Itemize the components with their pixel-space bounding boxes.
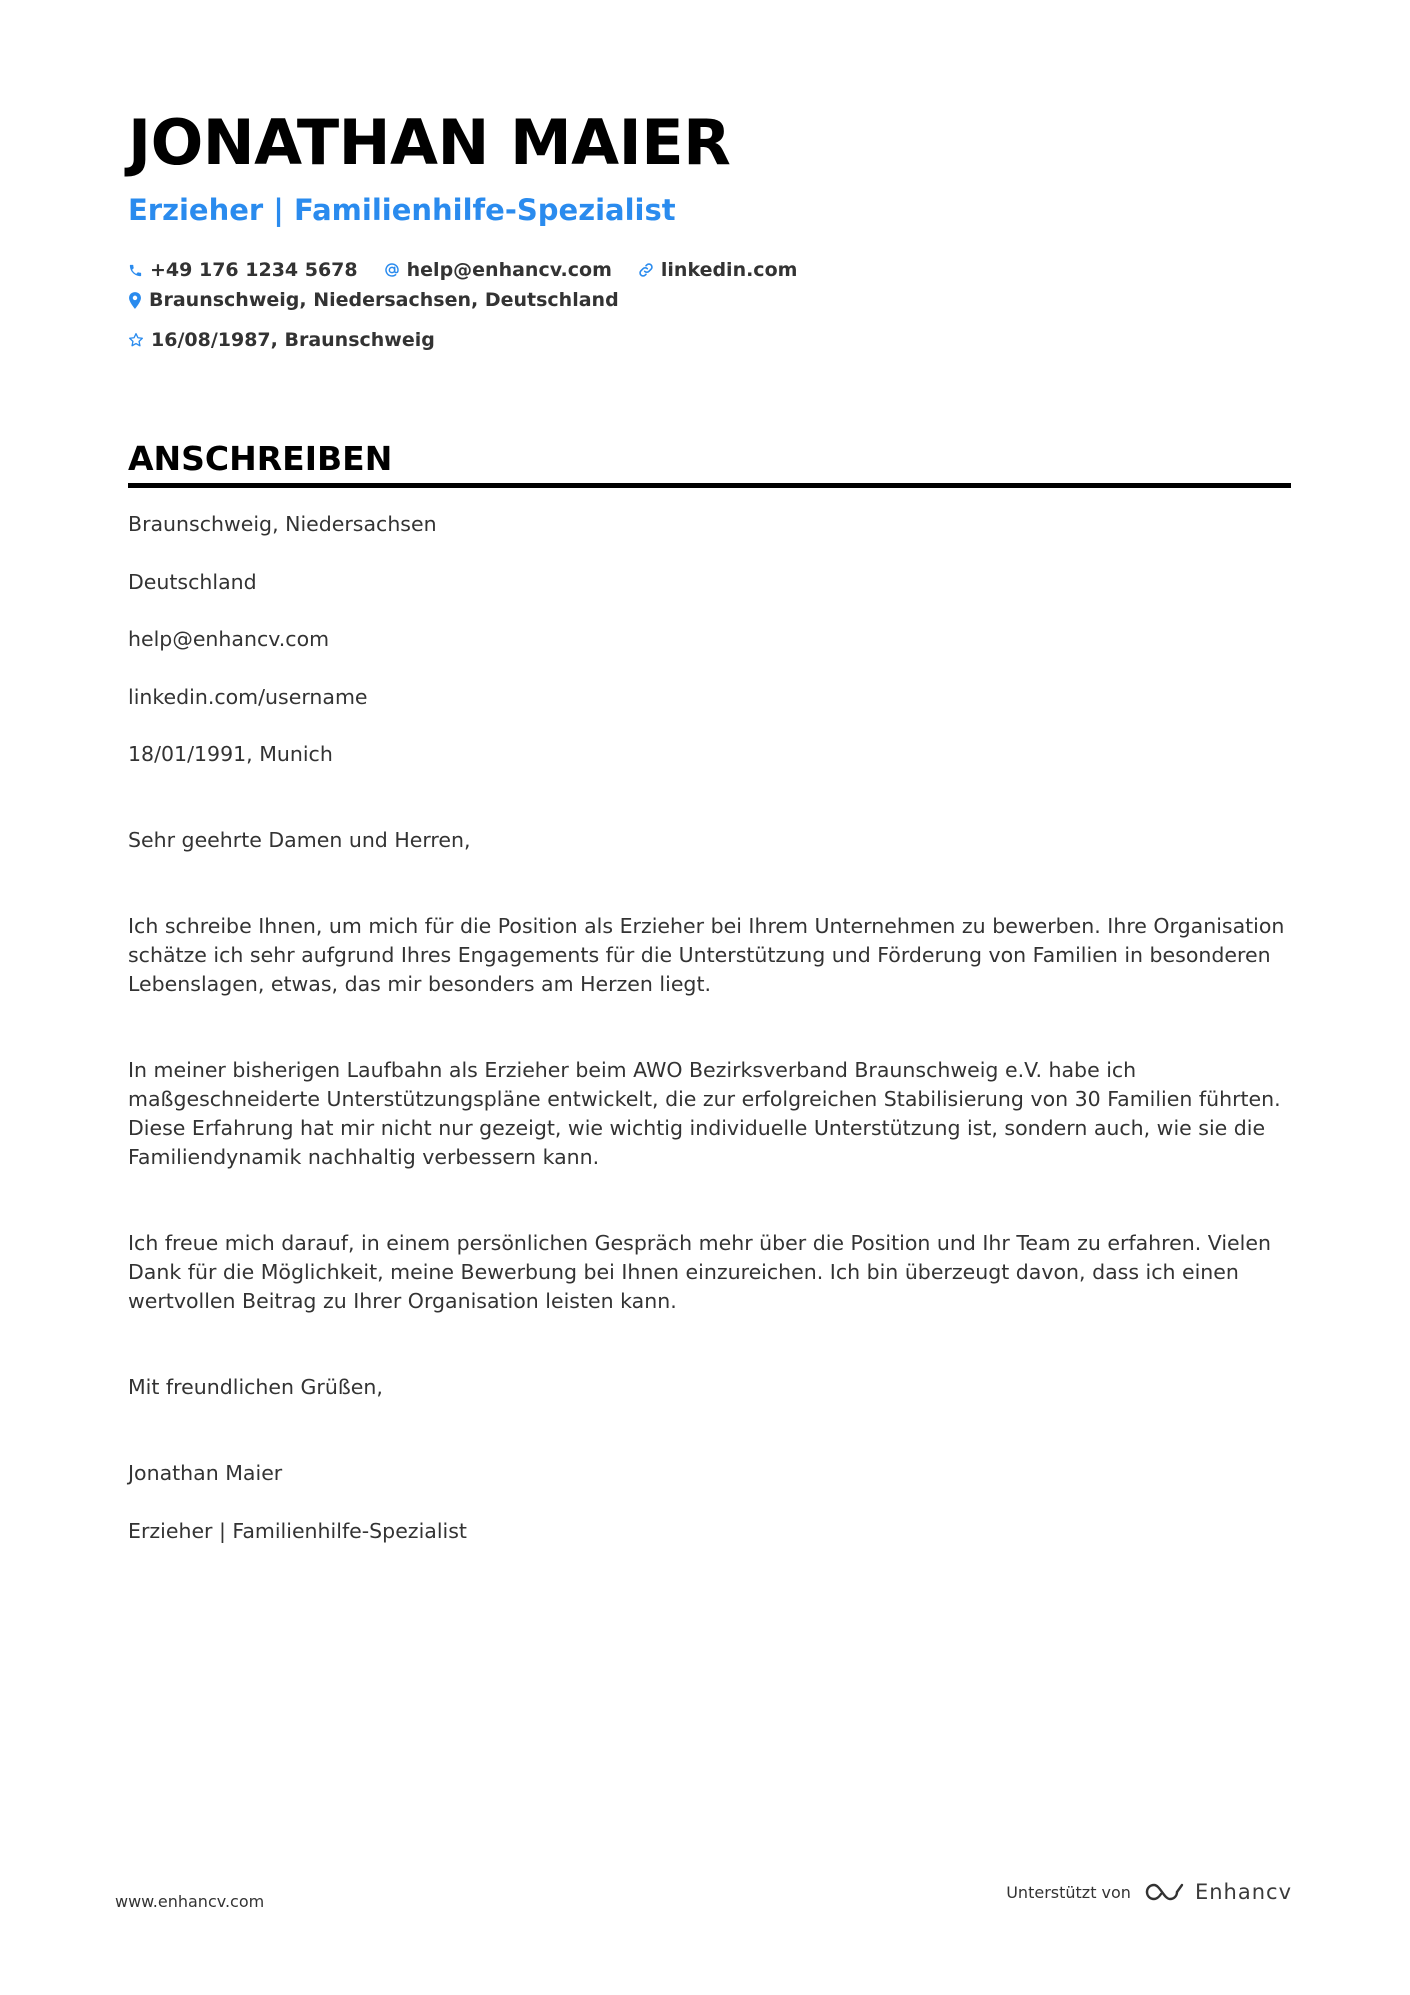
contact-birth-text: 16/08/1987, Braunschweig [151, 329, 435, 351]
contact-email[interactable] [384, 255, 612, 285]
contact-row-primary [128, 255, 1291, 315]
link-icon [638, 262, 654, 278]
address-line: 18/01/1991, Munich [128, 742, 333, 766]
at-icon [384, 262, 400, 278]
letter-paragraph: In meiner bisherigen Laufbahn als Erzieher beim AWO Bezirksverband Braunschweig e.V. habe ich maßgeschneiderte Unterstützungspläne entwickelt, die zur erfolgreichen Stabilisierung von 30 Familien führten. Diese Erfahrung hat mir nicht nur gezeigt, wie wichtig individuelle Unterstützung ist, sondern auch, wie sie die Familiendynamik nachhaltig verbessern kann. [128, 1058, 1281, 1169]
location-pin-icon [128, 292, 142, 309]
letter-paragraph: Ich schreibe Ihnen, um mich für die Position als Erzieher bei Ihrem Unternehmen zu bewerben. Ihre Organisation schätze ich sehr aufgrund Ihres Engagements für die Unterstützung und Förderung von Familien in besonderen Lebenslagen, etwas, das mir besonders am Herzen liegt. [128, 914, 1285, 996]
footer-branding [1006, 1880, 1292, 1904]
phone-icon [128, 263, 143, 278]
contact-row-secondary [128, 325, 1291, 355]
contact-linkedin-text: linkedin.com [660, 259, 798, 281]
contact-birth [128, 325, 435, 355]
closing: Mit freundlichen Grüßen, [128, 1375, 383, 1399]
salutation: Sehr geehrte Damen und Herren, [128, 828, 471, 852]
contact-phone [128, 255, 358, 285]
address-line: linkedin.com/username [128, 684, 368, 709]
letter-body [128, 510, 1291, 1546]
powered-by-label: Unterstützt von [1006, 1882, 1131, 1902]
letter-paragraph: Ich freue mich darauf, in einem persönlichen Gespräch mehr über die Position und Ihr Team zu erfahren. Vielen Dank für die Möglichkeit, meine Bewerbung bei Ihnen einzureichen. Ich bin überzeugt davon, dass ich einen wertvollen Beitrag zu Ihrer Organisation leisten kann. [128, 1231, 1271, 1313]
candidate-name: JONATHAN MAIER [128, 106, 731, 179]
address-line: help@enhancv.com [128, 627, 330, 651]
contact-phone-text: +49 176 1234 5678 [150, 259, 358, 281]
section-title-cover-letter: ANSCHREIBEN [128, 437, 1291, 488]
contact-location [128, 285, 619, 315]
contact-location-text: Braunschweig, Niedersachsen, Deutschland [149, 289, 619, 311]
signature-name: Jonathan Maier [128, 1461, 283, 1485]
cover-letter-page [128, 105, 1291, 1546]
signature-title: Erzieher | Familienhilfe-Spezialist [128, 1518, 467, 1543]
address-line: Braunschweig, Niedersachsen [128, 512, 437, 536]
footer-website[interactable]: www.enhancv.com [115, 1892, 265, 1911]
contact-linkedin[interactable] [638, 255, 798, 285]
brand-wordmark: Enhancv [1194, 1880, 1292, 1904]
star-icon [128, 332, 144, 348]
enhancv-logo-icon [1143, 1880, 1187, 1904]
candidate-title: Erzieher | Familienhilfe-Spezialist [128, 193, 676, 227]
address-line: Deutschland [128, 569, 257, 594]
contact-email-text: help@enhancv.com [406, 259, 612, 281]
